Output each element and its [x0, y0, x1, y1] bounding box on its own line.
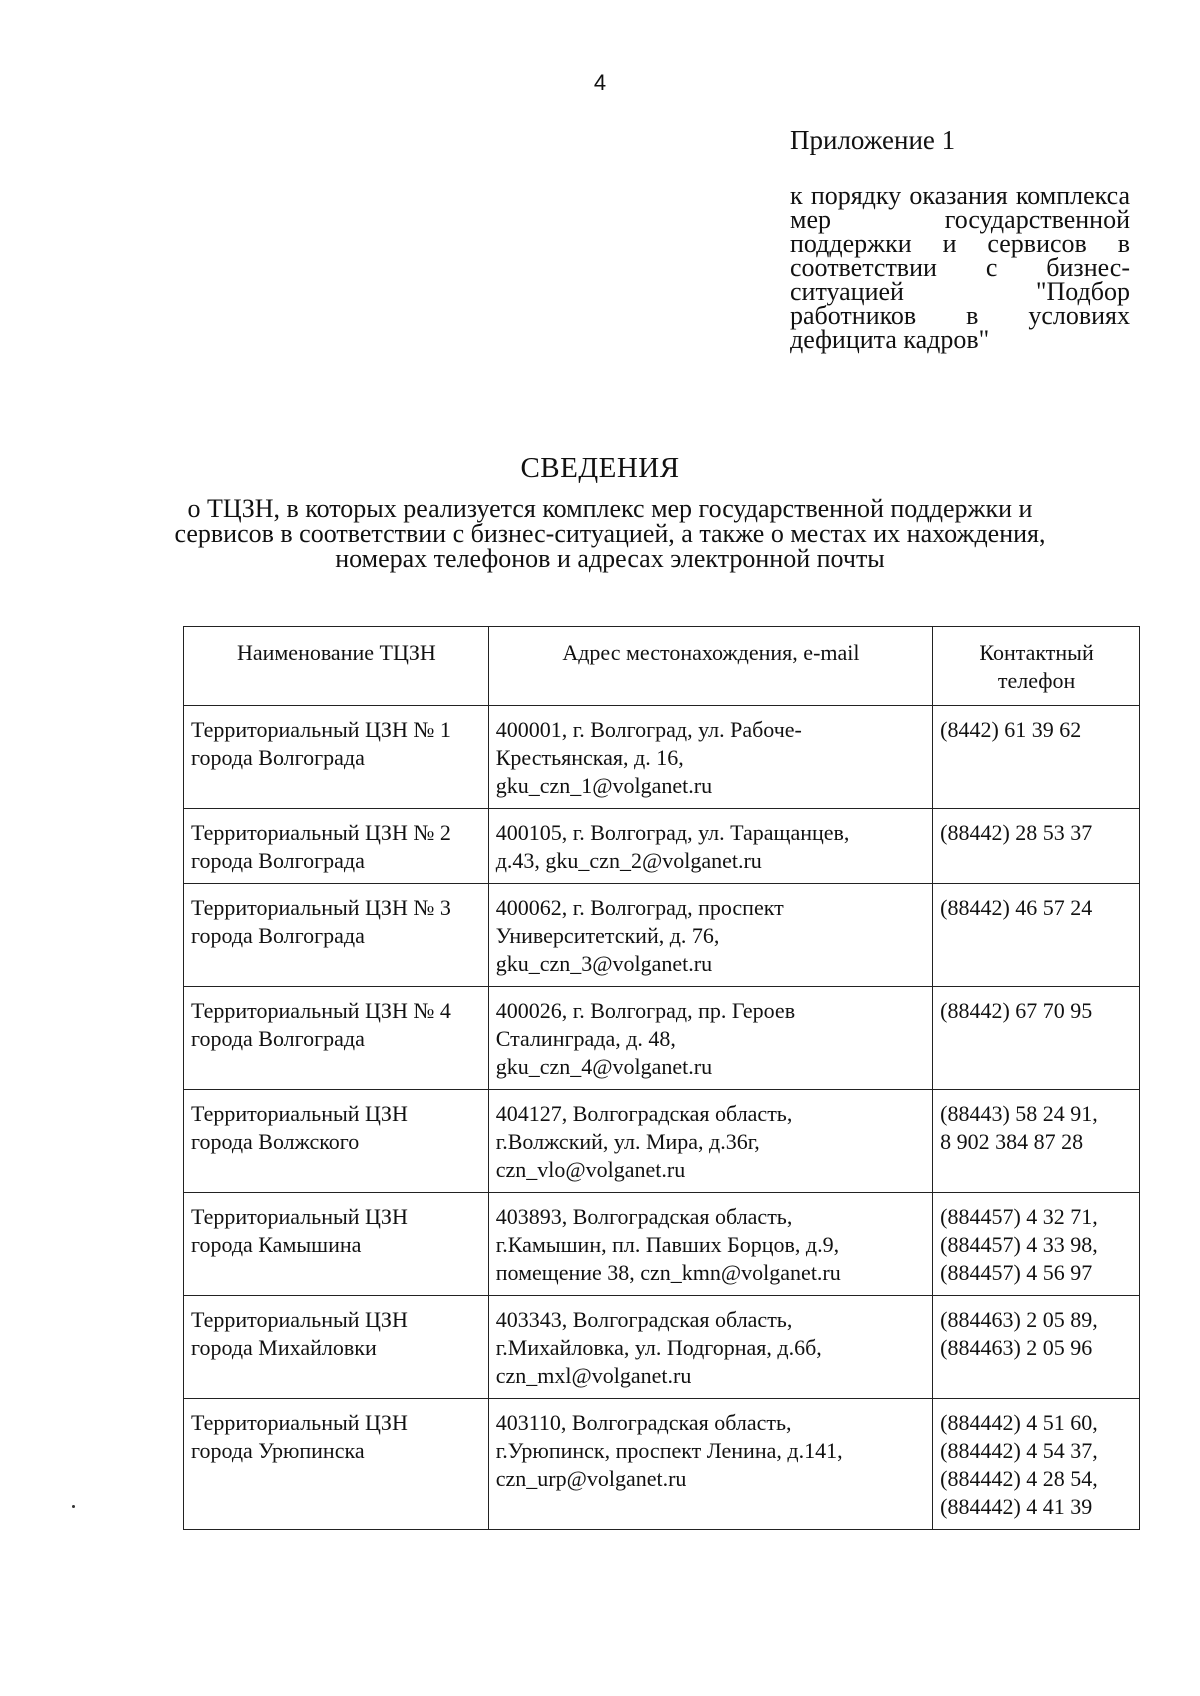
- cell-address-line: г.Камышин, пл. Павших Борцов, д.9,: [495, 1232, 840, 1257]
- document-subheading: о ТЦЗН, в которых реализуется комплекс мер государственной поддержки и сервисов в соответствии с бизнес-ситуацией, а также о местах их нахождения, номерах телефонов и адресах электронной почты: [174, 494, 1046, 573]
- cell-address-line: czn_mxl@volganet.ru: [495, 1363, 692, 1388]
- cell-address-line: 403110, Волгоградская область,: [495, 1410, 792, 1435]
- cell-phone: [933, 884, 1140, 987]
- cell-phone-line: (88443) 58 24 91,: [940, 1101, 1098, 1126]
- cell-address-line: 403343, Волгоградская область,: [495, 1307, 793, 1332]
- cell-name: [184, 1296, 489, 1399]
- cell-phone: [933, 1193, 1140, 1296]
- cell-address-line: помещение 38, czn_kmn@volganet.ru: [495, 1260, 841, 1285]
- cell-name-line: Территориальный ЦЗН № 4: [191, 998, 451, 1023]
- cell-address-line: Крестьянская, д. 16,: [495, 745, 684, 770]
- cell-name-line: города Урюпинска: [191, 1438, 365, 1463]
- cell-phone-line: (88442) 28 53 37: [940, 820, 1093, 845]
- cell-address-line: 400105, г. Волгоград, ул. Таращанцев,: [495, 820, 850, 845]
- cell-address-line: gku_czn_3@volganet.ru: [495, 951, 713, 976]
- cell-address-line: г.Михайловка, ул. Подгорная, д.6б,: [495, 1335, 822, 1360]
- cell-name-line: города Волгограда: [191, 1026, 365, 1051]
- cell-phone-line: 8 902 384 87 28: [940, 1129, 1084, 1154]
- cell-phone: [933, 987, 1140, 1090]
- cell-name-line: города Волгограда: [191, 848, 365, 873]
- cell-phone-line: (884442) 4 51 60,: [940, 1410, 1098, 1435]
- cell-address-line: д.43, gku_czn_2@volganet.ru: [495, 848, 762, 873]
- appendix-text: к порядку оказания комплекса мер государственной поддержки и сервисов в соответствии с бизнес-ситуацией "Подбор работников в условиях дефицита кадров": [790, 181, 1130, 354]
- cell-phone-line: (884457) 4 56 97: [940, 1260, 1093, 1285]
- cell-address: [488, 706, 932, 809]
- cell-address: [488, 1296, 932, 1399]
- cell-name: [184, 1399, 489, 1530]
- header-name: Наименование ТЦЗН: [184, 627, 489, 706]
- cell-address: [488, 987, 932, 1090]
- page-number: 4: [593, 70, 607, 95]
- cell-name-line: Территориальный ЦЗН № 1: [191, 717, 451, 742]
- table-row: [184, 987, 1140, 1090]
- table-row: [184, 1399, 1140, 1530]
- document-heading: СВЕДЕНИЯ: [520, 452, 680, 484]
- cell-address-line: gku_czn_1@volganet.ru: [495, 773, 713, 798]
- cell-phone: [933, 1090, 1140, 1193]
- cell-name-line: города Михайловки: [191, 1335, 377, 1360]
- cell-address: [488, 1090, 932, 1193]
- cell-address-line: г.Волжский, ул. Мира, д.36г,: [495, 1129, 760, 1154]
- cell-phone-line: (884457) 4 33 98,: [940, 1232, 1098, 1257]
- appendix-title: Приложение 1: [790, 125, 956, 155]
- cell-name: [184, 1193, 489, 1296]
- cell-address-line: czn_urp@volganet.ru: [495, 1466, 687, 1491]
- cell-address-line: Сталинграда, д. 48,: [495, 1026, 676, 1051]
- cell-phone: [933, 809, 1140, 884]
- table-row: [184, 1090, 1140, 1193]
- cell-name-line: города Волжского: [191, 1129, 360, 1154]
- cell-phone-line: (884442) 4 41 39: [940, 1494, 1093, 1519]
- table-header-row: [184, 627, 1140, 706]
- table-row: [184, 1296, 1140, 1399]
- cell-phone-line: (88442) 67 70 95: [940, 998, 1093, 1023]
- cell-phone-line: (884442) 4 28 54,: [940, 1466, 1098, 1491]
- table-row: [184, 706, 1140, 809]
- cell-phone: [933, 706, 1140, 809]
- cell-address: [488, 1399, 932, 1530]
- cell-address-line: gku_czn_4@volganet.ru: [495, 1054, 713, 1079]
- cell-phone-line: (884457) 4 32 71,: [940, 1204, 1098, 1229]
- cell-name: [184, 884, 489, 987]
- cell-name: [184, 1090, 489, 1193]
- cell-phone-line: (884442) 4 54 37,: [940, 1438, 1098, 1463]
- cell-phone-line: (884463) 2 05 89,: [940, 1307, 1098, 1332]
- cell-address-line: 404127, Волгоградская область,: [495, 1101, 793, 1126]
- cell-phone-line: (88442) 46 57 24: [940, 895, 1093, 920]
- cell-phone-line: (8442) 61 39 62: [940, 717, 1082, 742]
- cell-phone: [933, 1296, 1140, 1399]
- cell-phone-line: (884463) 2 05 96: [940, 1335, 1093, 1360]
- cell-address-line: 400026, г. Волгоград, пр. Героев: [495, 998, 796, 1023]
- cell-name: [184, 706, 489, 809]
- cell-address-line: 403893, Волгоградская область,: [495, 1204, 793, 1229]
- cell-name-line: Территориальный ЦЗН: [191, 1101, 408, 1126]
- cell-address: [488, 1193, 932, 1296]
- header-address: Адрес местонахождения, e-mail: [488, 627, 932, 706]
- table-row: [184, 1193, 1140, 1296]
- cell-address-line: г.Урюпинск, проспект Ленина, д.141,: [495, 1438, 843, 1463]
- appendix-block: [790, 124, 1130, 352]
- cell-address-line: 400001, г. Волгоград, ул. Рабоче-: [495, 717, 802, 742]
- cell-name: [184, 809, 489, 884]
- scan-dot: [72, 1505, 75, 1508]
- header-phone: Контактный телефон: [933, 627, 1140, 706]
- cell-name-line: города Волгограда: [191, 745, 365, 770]
- cell-name: [184, 987, 489, 1090]
- cell-name-line: Территориальный ЦЗН № 3: [191, 895, 451, 920]
- cell-name-line: Территориальный ЦЗН: [191, 1307, 408, 1332]
- cell-address: [488, 884, 932, 987]
- cell-name-line: Территориальный ЦЗН: [191, 1410, 408, 1435]
- cell-name-line: города Камышина: [191, 1232, 362, 1257]
- cell-name-line: Территориальный ЦЗН № 2: [191, 820, 451, 845]
- cell-name-line: города Волгограда: [191, 923, 365, 948]
- cell-address-line: Университетский, д. 76,: [495, 923, 720, 948]
- table-row: [184, 884, 1140, 987]
- table-body: [184, 706, 1140, 1530]
- cell-name-line: Территориальный ЦЗН: [191, 1204, 408, 1229]
- cell-phone: [933, 1399, 1140, 1530]
- czn-table: [183, 626, 1140, 1530]
- table-row: [184, 809, 1140, 884]
- cell-address: [488, 809, 932, 884]
- cell-address-line: czn_vlo@volganet.ru: [495, 1157, 686, 1182]
- cell-address-line: 400062, г. Волгоград, проспект: [495, 895, 784, 920]
